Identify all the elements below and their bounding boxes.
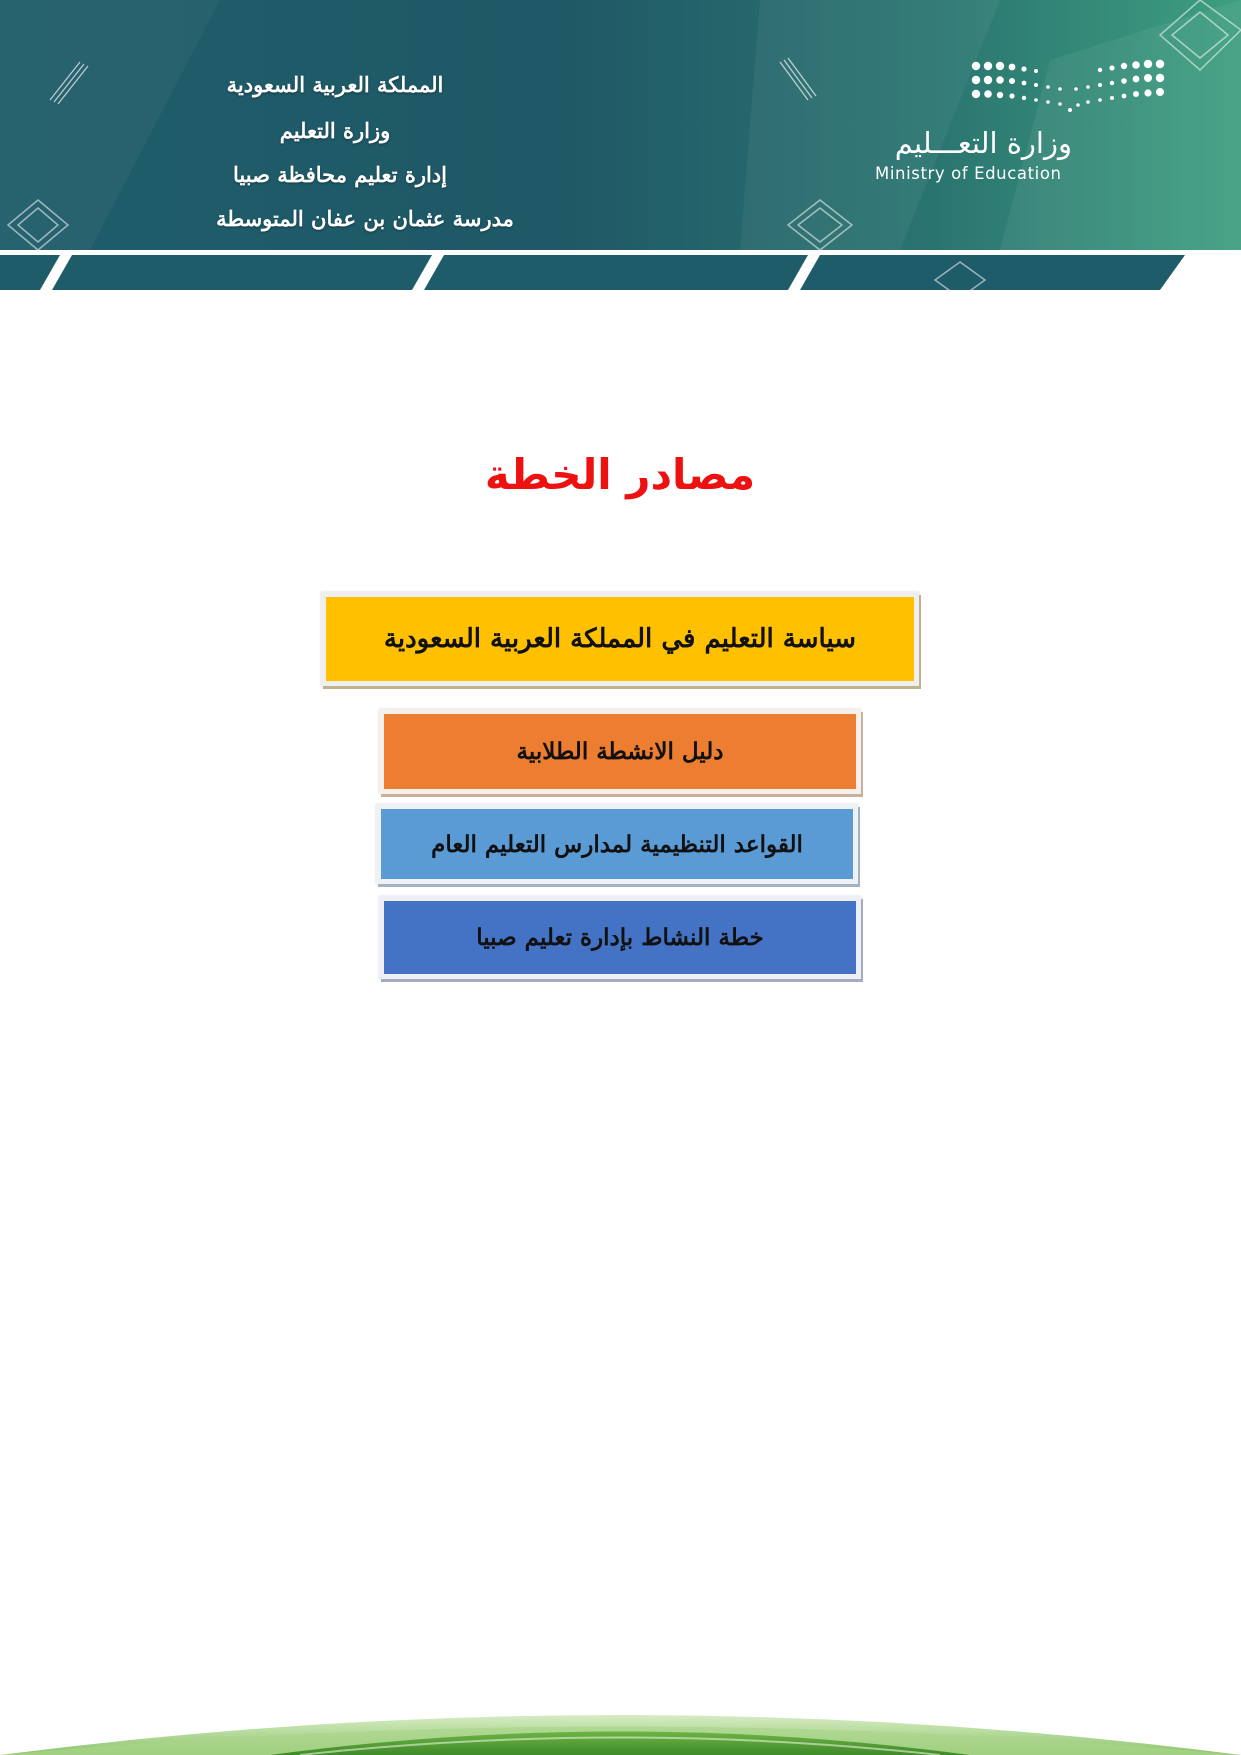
source-education-policy [321, 592, 919, 686]
source-label: دليل الانشطة الطلابية [516, 738, 724, 765]
ministry-logo-english: Ministry of Education [875, 164, 1062, 183]
header-ministry: وزارة التعليم [279, 118, 391, 143]
page-title: مصادر الخطة [484, 450, 756, 499]
header-banner [0, 0, 1241, 290]
header-country: المملكة العربية السعودية [226, 72, 444, 97]
footer-decoration [0, 1680, 1241, 1755]
source-label: سياسة التعليم في المملكة العربية السعودية [383, 624, 857, 654]
header-school: مدرسة عثمان بن عفان المتوسطة [216, 206, 514, 231]
source-label: القواعد التنظيمية لمدارس التعليم العام [431, 830, 803, 858]
ministry-logo-icon [970, 58, 1170, 120]
source-label: خطة النشاط بإدارة تعليم صبيا [476, 924, 764, 951]
ministry-logo-arabic: وزارة التعـــليم [894, 126, 1072, 160]
header-directorate: إدارة تعليم محافظة صبيا [233, 162, 447, 187]
source-activity-plan [379, 896, 861, 979]
source-student-activities-guide [379, 709, 861, 794]
source-regulatory-rules [376, 804, 858, 884]
